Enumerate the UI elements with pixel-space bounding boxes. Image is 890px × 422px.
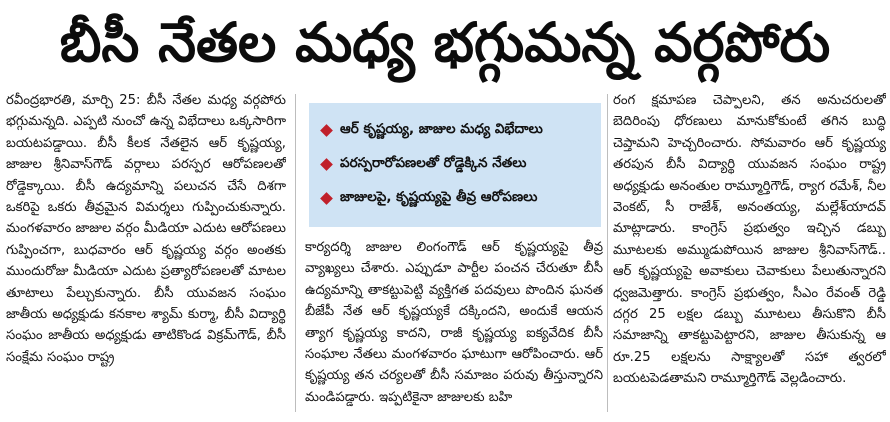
article-paragraph: రవీంద్రభారతి, మార్చి 25: బీసీ నేతల మధ్య వర్గపోరు భగ్గుమన్నది. ఎప్పటి నుంచో ఉన్న విభేదాలు ఒక్కసారిగా బయటపడ్డాయి. బీసీ కీలక నేతలైన ఆర్‌ కృష్ణయ్య, జాజుల శ్రీనివాస్‌గౌడ్‌ వర్గాలు పరస్పర ఆరోపణలతో రోడ్డెక్కాయి. బీసీ ఉద్యమాన్ని పలుచన చేసే దిశగా ఒకరిపై ఒకరు తీవ్రమైన విమర్శలు గుప్పించుకున్నారు. మంగళవారం జాజుల వర్గం మీడియా ఎదుట ఆరోపణలు గుప్పించగా, బుధవారం ఆర్‌ కృష్ణయ్య వర్గం అంతకు ముందురోజు మీడియా ఎదుట ప్రత్యారోపణలతో మాటల తూటాలు పేల్చుకున్నారు. బీసీ యువజన సంఘం జాతీయ అధ్యక్షుడు కనకాల శ్యామ్‌ కుర్మా, బీసీ విద్యార్థి సంఘం జాతీయ అధ్యక్షుడు తాటికొండ విక్రమ్‌గౌడ్‌, బీసీ సంక్షేమ సంఘం రాష్ట్ర [6,93,286,365]
article-column-3 [613,90,886,418]
highlight-text: పరస్పరారోపణలతో రోడ్డెక్కిన నేతలు [340,154,527,171]
highlight-text: జాజులపై, కృష్ణయ్యపై తీవ్ర ఆరోపణలు [340,188,538,205]
article-column-2 [305,237,603,418]
highlight-text: ఆర్‌ కృష్ణయ్య, జాజుల మధ్య విభేదాలు [340,120,543,137]
highlight-item [319,113,593,147]
highlight-item [319,147,593,181]
column-divider [295,94,296,412]
highlights-box [309,103,601,227]
diamond-bullet-icon [320,192,333,205]
headline: బీసీ నేతల మధ్య భగ్గుమన్న వర్గపోరు [59,11,831,74]
article-column-1 [6,90,286,418]
highlight-item [319,181,593,215]
article-paragraph: రంగ క్షమాపణ చెప్పాలని, తన అనుచరులతో బెదిరింపు ధోరణులు మానుకోకుంటే తగిన బుద్ధి చెప్తామని హెచ్చరించారు. సోమవారం ఆర్‌ కృష్ణయ్య తరపున బీసీ విద్యార్థి యువజన సంఘం రాష్ట్ర అధ్యక్షుడు అనంతుల రామ్మూర్తిగౌడ్‌, ర్యాగ రమేశ్‌, నీల వెంకట్‌, సీ రాజేశ్‌, అనంతయ్య, మల్లేశ్‌యాదవ్‌ మాట్లాడారు. కాంగ్రెస్‌ ప్రభుత్వం ఇచ్చిన డబ్బు మూటలకు అమ్ముడుపోయిన జాజుల శ్రీనివాస్‌గౌడ్‌.. ఆర్‌ కృష్ణయ్యపై అవాకులు చెవాకులు పేలుతున్నారని ధ్వజమెత్తారు. కాంగ్రెస్‌ ప్రభుత్వం, సీఎం రేవంత్‌ రెడ్డి దగ్గర 25 లక్షల డబ్బు మూటలు తీసుకొని బీసీ సమాజాన్ని తాకట్టుపెట్టారని, జాజుల తీసుకున్న ఆ రూ.25 లక్షలను సాక్ష్యాలతో సహా త్వరలో బయటపెడతామని రామ్మూర్తిగౌడ్‌ వెల్లడించారు. [613,93,886,387]
article-paragraph: కార్యదర్శి జాజుల లింగంగౌడ్‌ ఆర్‌ కృష్ణయ్యపై తీవ్ర వ్యాఖ్యలు చేశారు. ఎప్పుడూ పార్టీల పంచన చేరుతూ బీసీ ఉద్యమాన్ని తాకట్టుపెట్టి వ్యక్తిగత పదవులు పొందిన ఘనత బీజేపీ నేత ఆర్‌ కృష్ణయ్యకే దక్కిందని, అందుకే ఆయన త్యాగ కృష్ణయ్య కాదని, రాజీ కృష్ణయ్య ఐక్యవేదిక బీసీ సంఘాల నేతలు మంగళవారం ఘాటుగా ఆరోపించారు. ఆర్‌ కృష్ణయ్య తన చర్యలతో బీసీ సమాజం పరువు తీస్తున్నారని మండిపడ్డారు. ఇప్పటికైనా జాజులకు బహి [305,240,603,405]
diamond-bullet-icon [320,158,333,171]
diamond-bullet-icon [320,124,333,137]
column-divider [607,94,608,412]
